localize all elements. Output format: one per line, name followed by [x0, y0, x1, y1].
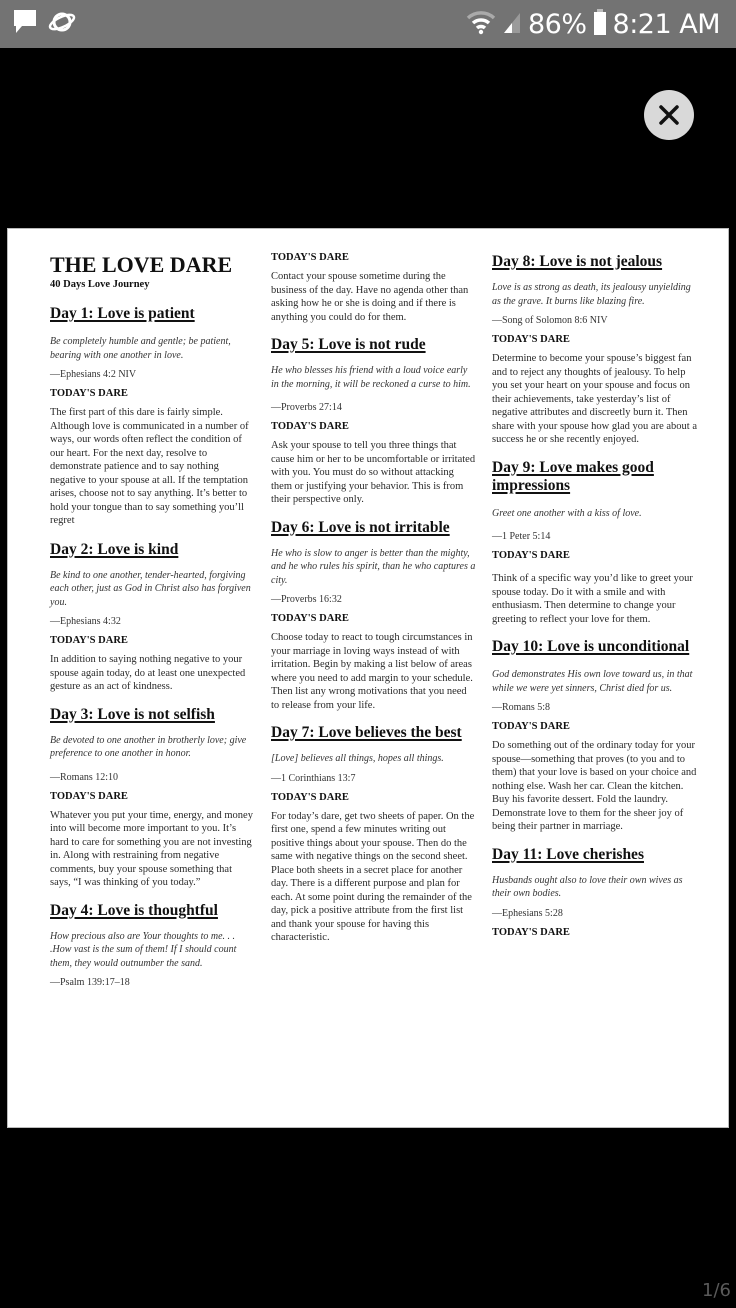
day-section [50, 305, 254, 528]
dare-label: TODAY'S DARE [492, 334, 570, 345]
day-heading: Day 9: Love makes good impressions [492, 458, 654, 494]
verse-reference: —Psalm 139:17–18 [50, 977, 130, 988]
battery-icon [593, 8, 607, 41]
verse-reference: —1 Corinthians 13:7 [271, 772, 356, 784]
verse-reference: —Proverbs 16:32 [271, 594, 342, 605]
verse-reference: —1 Peter 5:14 [492, 531, 551, 542]
verse-reference: —Song of Solomon 8:6 NIV [492, 315, 608, 326]
dare-label: TODAY'S DARE [492, 926, 570, 938]
verse-reference: —Romans 12:10 [50, 771, 119, 783]
verse-reference: —Ephesians 4:2 NIV [50, 369, 137, 380]
day-heading: Day 10: Love is unconditional [492, 638, 690, 655]
clock: 8:21 AM [612, 8, 720, 40]
day-heading: Day 1: Love is patient [50, 305, 195, 322]
day-heading: Day 6: Love is not irritable [271, 518, 450, 536]
verse: Be completely humble and gentle; be patient, bearing with one another in love. [50, 336, 231, 361]
dare-text: Ask your spouse to tell you three things that cause him or her to be uncomfortable or irritated with you. You must do so without attacking them or justifying your behavior. This is from their perspective only. [271, 440, 476, 505]
day-section [492, 638, 702, 834]
verse: Be kind to one another, tender-hearted, forgiving each other, just as God in Christ also has forgiven you. [50, 569, 251, 608]
day-section [271, 336, 476, 507]
verse-reference: —Romans 5:8 [492, 702, 551, 713]
document-title: THE LOVE DARE [50, 252, 233, 277]
document-subtitle: 40 Days Love Journey [50, 279, 150, 290]
verse-reference: —Ephesians 4:32 [50, 616, 121, 627]
verse: [Love] believes all things, hopes all things. [271, 753, 444, 764]
dare-label: TODAY'S DARE [271, 252, 349, 263]
dare-text: Choose today to react to tough circumstances in your marriage in loving ways instead of with irritation. Begin by making a list below of areas where you need to add margin to your schedule. Then list any wrong motivations that you need to release from your life. [271, 632, 473, 711]
document-column-2 [271, 229, 476, 945]
close-button[interactable] [644, 90, 694, 140]
day-section [492, 253, 702, 447]
status-bar [0, 0, 736, 48]
day-section [271, 724, 476, 945]
verse-reference: —Proverbs 27:14 [271, 402, 342, 413]
day-heading: Day 5: Love is not rude [271, 336, 426, 353]
day-heading: Day 11: Love cherishes [492, 845, 644, 863]
dare-label: TODAY'S DARE [50, 790, 128, 802]
dare-label: TODAY'S DARE [492, 721, 570, 732]
dare-text: Think of a specific way you’d like to greet your spouse today. Do it with a smile and with enthusiasm. Then determine to change your greeting to reflect your love for them. [492, 573, 693, 625]
dare-label: TODAY'S DARE [271, 421, 349, 432]
dare-text: Whatever you put your time, energy, and money into will become more important to you. It’s hard to care for something you are not investing in. Along with restraining from negative comments, buy your spouse something that says, “I was thinking of you today.” [50, 809, 253, 888]
verse: Love is as strong as death, its jealousy unyielding as the grave. It burns like blazing fire. [492, 282, 691, 307]
verse: God demonstrates His own love toward us, in that while we were yet sinners, Christ died for us. [492, 669, 693, 694]
dare-text: In addition to saying nothing negative to your spouse again today, do at least one unexpected gesture as an act of kindness. [50, 654, 246, 692]
battery-percent: 86% [528, 8, 587, 40]
day-section [50, 706, 254, 890]
verse: How precious also are Your thoughts to me. . . .How vast is the sum of them! If I should count them, they would outnumber the sand. [50, 930, 237, 969]
wifi-icon [466, 9, 496, 40]
document-image[interactable] [7, 228, 729, 1128]
verse: He who is slow to anger is better than the mighty, and he who rules his spirit, than he who captures a city. [271, 547, 476, 586]
dare-text: The first part of this dare is fairly simple. Although love is communicated in a number of ways, our words often reflect the condition of our heart. For the next day, resolve to demonstrate patience and to say nothing negative to your spouse at all. If the temptation arises, choose not to say anything. It’s better to hold your tongue than to say something you’ll regret [50, 407, 249, 526]
dare-label: TODAY'S DARE [271, 613, 349, 624]
verse: He who blesses his friend with a loud voice early in the morning, it will be reckoned a curse to him. [271, 365, 471, 390]
verse-reference: —Ephesians 5:28 [492, 907, 563, 919]
day-heading: Day 3: Love is not selfish [50, 705, 215, 723]
day-heading: Day 8: Love is not jealous [492, 253, 663, 270]
dare-text: Do something out of the ordinary today for your spouse—something that proves (to you and to them) that your love is based on your choice and nothing else. Wash her car. Clean the kitchen. Buy his favorite dessert. Fold the laundry. Demonstrate love to them for the sheer joy of being their partner in marriage. [492, 740, 697, 832]
dare-text: Contact your spouse sometime during the business of the day. Have no agenda other than asking how he or she is doing and if there is anything you could do for them. [271, 271, 469, 323]
day-section [50, 541, 254, 694]
dare-label: TODAY'S DARE [50, 635, 128, 646]
verse: Husbands ought also to love their own wives as their own bodies. [492, 874, 683, 899]
dare-label: TODAY'S DARE [271, 791, 349, 803]
day-section [271, 519, 476, 713]
day-heading: Day 7: Love believes the best [271, 724, 462, 741]
verse: Be devoted to one another in brotherly love; give preference to one another in honor. [50, 734, 247, 759]
dare-text: Determine to become your spouse’s biggest fan and to reject any thoughts of jealousy. To help you set your heart on your spouse and focus on their achievements, take yesterday’s list of negative attributes and discreetly burn it. Then share with your spouse how glad you are about a success he or she recently enjoyed. [492, 353, 697, 445]
day-section-continued [271, 251, 476, 324]
day-section [50, 902, 254, 990]
dare-label: TODAY'S DARE [492, 550, 570, 561]
signal-icon [502, 9, 522, 40]
dare-label: TODAY'S DARE [50, 388, 128, 399]
document-column-3 [492, 229, 702, 939]
day-heading: Day 2: Love is kind [50, 540, 179, 558]
day-section [492, 846, 702, 939]
day-section [492, 459, 702, 627]
message-icon [12, 7, 38, 42]
page-counter: 1/6 [702, 1280, 731, 1301]
close-icon [657, 103, 681, 127]
document-column-1 [50, 229, 254, 989]
dare-text: For today’s dare, get two sheets of paper. On the first one, spend a few minutes writing out positive things about your spouse. Then do the same with negative things on the second sheet. Place both sheets in a secret place for another day. There is a different purpose and plan for each. At some point during the remainder of the day, pick a positive attribute from the first list and thank your spouse for having this characteristic. [271, 810, 475, 943]
browser-icon [48, 8, 76, 41]
day-heading: Day 4: Love is thoughtful [50, 901, 218, 919]
verse: Greet one another with a kiss of love. [492, 507, 642, 519]
